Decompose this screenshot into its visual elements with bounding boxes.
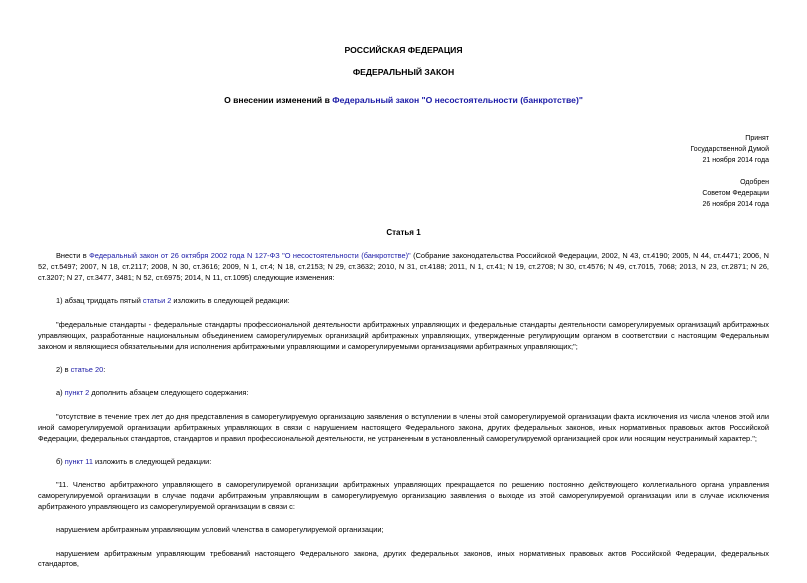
point-2-link[interactable]: пункт 2 bbox=[64, 388, 90, 398]
adopted-line-1: Принят bbox=[745, 135, 769, 142]
paragraph-text: а) bbox=[56, 388, 65, 398]
paragraph-text: : bbox=[103, 364, 106, 374]
paragraph-item-2 bbox=[38, 365, 769, 376]
paragraph-intro bbox=[38, 251, 769, 283]
document-body bbox=[38, 251, 769, 583]
paragraph-text: изложить в следующей редакции: bbox=[92, 456, 212, 466]
article-2-link[interactable]: статьи 2 bbox=[142, 296, 172, 306]
paragraph-text: 2) в bbox=[56, 364, 71, 374]
paragraph-condition-2: нарушением арбитражным управляющим требований настоящего Федерального закона, других федеральных законов, иных нормативных правовых актов Российской Федерации, федеральных стандартов, bbox=[38, 548, 769, 569]
paragraph-item-1 bbox=[38, 296, 769, 307]
country-heading: РОССИЙСКАЯ ФЕДЕРАЦИЯ bbox=[344, 45, 463, 55]
law-title bbox=[0, 95, 807, 106]
law-reference-link[interactable]: Федеральный закон от 26 октября 2002 года N 127-ФЗ "О несостоятельности (банкротстве)" bbox=[89, 251, 411, 260]
paragraph-item-2b bbox=[38, 457, 769, 468]
approved-line-2: Советом Федерации bbox=[702, 190, 769, 197]
paragraph-text: изложить в следующей редакции: bbox=[171, 296, 290, 306]
law-title-link[interactable]: Федеральный закон "О несостоятельности (банкротстве)" bbox=[332, 95, 583, 105]
paragraph-item-2a bbox=[38, 388, 769, 399]
adoption-block bbox=[569, 133, 769, 166]
approved-date: 26 ноября 2014 года bbox=[702, 201, 769, 208]
adopted-date: 21 ноября 2014 года bbox=[702, 157, 769, 164]
article-20-link[interactable]: статье 20 bbox=[70, 364, 104, 374]
paragraph-quote-2: "отсутствие в течение трех лет до дня представления в саморегулируемую организацию заявления о вступлении в члены этой саморегулируемой организации факта исключения из числа членов этой или иной саморегулируемой организации арбитражных управляющих в связи с нарушением настоящего Федерального закона, других федеральных законов, иных нормативных правовых актов Российской Федерации, федеральных стандартов, стандартов и правил профессиональной деятельности, не устраненным в установленный саморегулируемой организацией срок или носящим неустранимый характер."; bbox=[38, 412, 769, 443]
paragraph-text: б) bbox=[56, 456, 65, 466]
paragraph-text: (Собрание законодательства Российской Федерации, 2002, N 43, ст.4190; 2005, N 44, ст.4471; 2006, N 52, ст.5497; 2007, N 18, ст.2117; 2008, N 30, ст.3616; 2009, N 1, ст.4; N 18, ст.2153; N 29, ст.3632; 2010, N 31, ст.4188; 2011, N 1, ст.41; N 19, ст.2708; N 30, ст.4576; N 49, ст.7015, 7068; 2013, N 23, ст.2871; N 26, ст.3207; N 27, ст.3477, 3481; N 52, ст.6975; 2014, N 11, ст.1095) следующие изменения: bbox=[38, 251, 769, 282]
approved-line-1: Одобрен bbox=[740, 179, 769, 186]
law-title-prefix: О внесении изменений в bbox=[224, 95, 333, 105]
paragraph-quote-1: "федеральные стандарты - федеральные стандарты профессиональной деятельности арбитражных управляющих и федеральные стандарты деятельности саморегулируемых организаций арбитражных управляющих, разработанные национальным объединением саморегулируемых организаций арбитражных управляющих, утвержденные регулирующим органом в соответствии с настоящим Федеральным законом и являющиеся обязательными для исполнения арбитражными управляющими и саморегулируемыми организациями арбитражных управляющих;"; bbox=[38, 320, 769, 351]
adopted-line-2: Государственной Думой bbox=[690, 146, 769, 153]
point-11-link[interactable]: пункт 11 bbox=[64, 456, 93, 466]
paragraph-quote-3: "11. Членство арбитражного управляющего в саморегулируемой организации арбитражных управляющих прекращается по решению постоянно действующего коллегиального органа управления саморегулируемой организации в случае подачи арбитражным управляющим в саморегулируемую организацию заявления о выходе из этой саморегулируемой организации или в случае исключения арбитражного управляющего из саморегулируемой организации в связи с: bbox=[38, 480, 769, 511]
paragraph-text: 1) абзац тридцать пятый bbox=[56, 296, 143, 306]
paragraph-condition-1: нарушением арбитражным управляющим условий членства в саморегулируемой организации; bbox=[56, 524, 384, 534]
paragraph-text: Внести в bbox=[56, 251, 90, 260]
article-heading: Статья 1 bbox=[386, 228, 421, 237]
paragraph-text: дополнить абзацем следующего содержания: bbox=[89, 388, 249, 398]
law-type-heading: ФЕДЕРАЛЬНЫЙ ЗАКОН bbox=[352, 67, 455, 77]
approval-block bbox=[569, 177, 769, 210]
